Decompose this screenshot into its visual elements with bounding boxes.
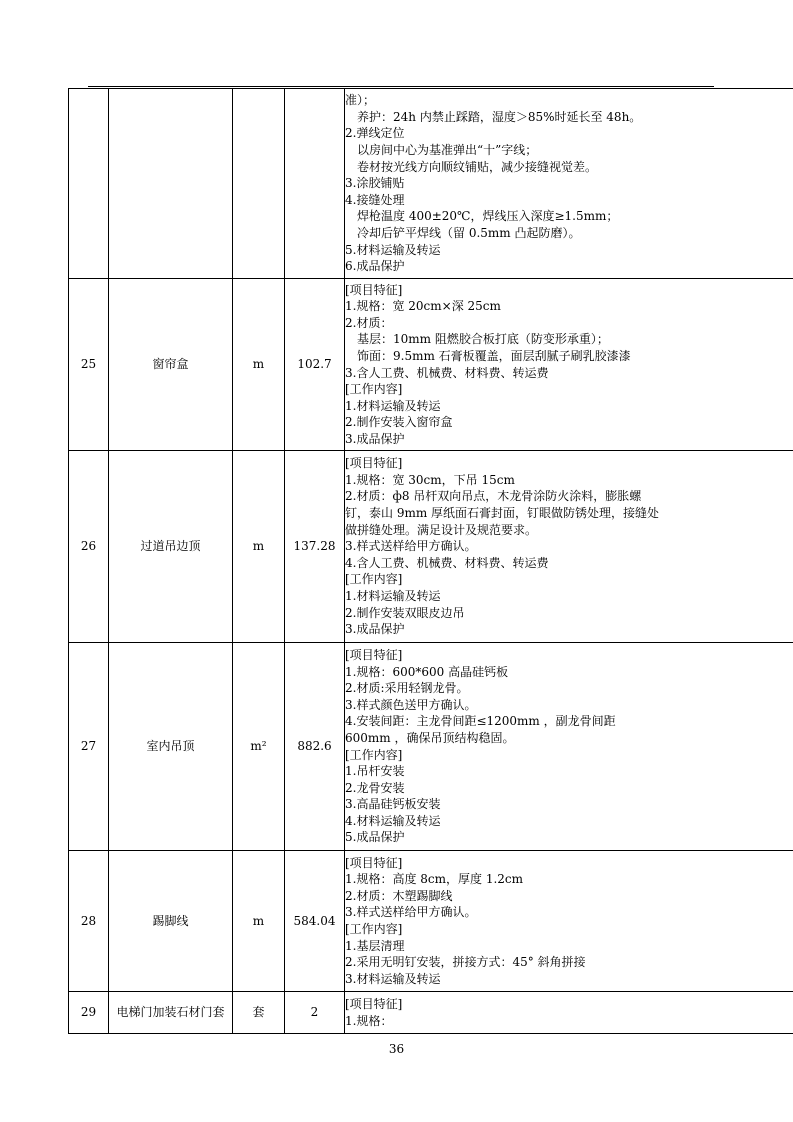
desc-line: 以房间中心为基准弹出“十”字线； [357,143,538,158]
item-description [345,89,793,279]
item-quantity: 882.6 [285,643,345,851]
desc-line: 3.含人工费、机械费、材料费、转运费 [345,365,549,380]
desc-line: 2.材质：木塑踢脚线 [345,888,453,903]
desc-line: 3.涂胶铺贴 [345,176,405,191]
desc-line: 卷材按光线方向顺纹铺贴，减少接缝视觉差。 [357,159,598,174]
item-description [345,643,793,851]
desc-line: 准）； [345,93,376,108]
item-description [345,279,793,451]
item-quantity: 2 [285,992,345,1034]
desc-line: 1.材料运输及转运 [345,398,441,413]
desc-line: 2.弹线定位 [345,126,405,141]
desc-line: 2.材质：ф8 吊杆双向吊点，木龙骨涂防火涂料，膨胀螺钉，泰山 9mm 厚纸面石膏封面，钉眼做防锈处理，接缝处做拼缝处理。满足设计及规范要求。 [345,489,660,537]
desc-line: 1.基层清理 [345,938,405,953]
item-name: 踢脚线 [109,851,233,992]
desc-line: 1.材料运输及转运 [345,588,441,603]
item-description [345,851,793,992]
item-number [69,89,109,279]
desc-line: 焊枪温度 400±20℃，焊线压入深度≥1.5mm； [357,209,619,224]
desc-line: 4.安装间距：主龙骨间距≤1200mm ，副龙骨间距 600mm ，确保吊顶结构稳固。 [345,714,616,745]
desc-line: [项目特征] [345,647,403,662]
header-rule [88,86,714,87]
desc-line: 1.规格：宽 20cm×深 25cm [345,299,501,314]
item-name: 室内吊顶 [109,643,233,851]
item-number: 28 [69,851,109,992]
item-unit: m [233,279,285,451]
item-unit: m [233,451,285,643]
item-number: 26 [69,451,109,643]
desc-line: 1.规格：600*600 高晶硅钙板 [345,664,509,679]
desc-line: 1.规格： [345,1013,393,1028]
desc-line: 3.成品保护 [345,431,405,446]
desc-line: [项目特征] [345,855,403,870]
desc-line: 6.成品保护 [345,259,405,274]
table-row [69,279,793,451]
desc-line: 2.材质： [345,315,393,330]
item-quantity: 102.7 [285,279,345,451]
item-quantity: 584.04 [285,851,345,992]
page-number: 36 [388,1042,405,1056]
desc-line: 冷却后铲平焊线（留 0.5mm 凸起防磨）。 [357,225,581,240]
desc-line: 饰面：9.5mm 石膏板覆盖，面层刮腻子刷乳胶漆漆 [357,348,631,363]
item-number: 29 [69,992,109,1034]
desc-line: 4.含人工费、机械费、材料费、转运费 [345,555,549,570]
desc-line: 4.接缝处理 [345,192,405,207]
desc-line: 5.材料运输及转运 [345,242,441,257]
desc-line: 4.材料运输及转运 [345,813,441,828]
item-name: 窗帘盒 [109,279,233,451]
desc-line: [工作内容] [345,747,403,762]
desc-line: [项目特征] [345,282,403,297]
table-row [69,992,793,1034]
desc-line: [项目特征] [345,456,403,471]
desc-line: 3.样式颜色送甲方确认。 [345,697,477,712]
desc-line: 2.制作安装双眼皮边吊 [345,605,465,620]
desc-line: 2.材质:采用轻钢龙骨。 [345,681,469,696]
desc-line: [工作内容] [345,572,403,587]
item-unit: 套 [233,992,285,1034]
desc-line: 3.样式送样给甲方确认。 [345,905,477,920]
desc-line: 2.制作安装入窗帘盒 [345,415,453,430]
desc-line: 3.高晶硅钙板安装 [345,797,441,812]
desc-line: 基层：10mm 阻燃胶合板打底（防变形承重）； [357,332,609,347]
bill-of-quantities-table [68,88,793,1034]
desc-line: 3.样式送样给甲方确认。 [345,539,477,554]
desc-line: [工作内容] [345,382,403,397]
item-number: 27 [69,643,109,851]
item-quantity: 137.28 [285,451,345,643]
desc-line: 2.龙骨安装 [345,780,405,795]
desc-line: 1.吊杆安装 [345,764,405,779]
desc-line: 养护：24h 内禁止踩踏，湿度＞85%时延长至 48h。 [357,109,642,124]
desc-line: 3.材料运输及转运 [345,971,441,986]
desc-line: [工作内容] [345,922,403,936]
item-name: 电梯门加装石材门套 [109,992,233,1034]
table-row [69,643,793,851]
desc-line: 1.规格：宽 30cm，下吊 15cm [345,472,515,487]
item-quantity [285,89,345,279]
item-name [109,89,233,279]
item-number: 25 [69,279,109,451]
desc-line: 2.采用无明钉安装，拼接方式：45° 斜角拼接 [345,955,586,970]
item-unit: m [233,851,285,992]
item-description [345,992,793,1034]
item-description [345,451,793,643]
table-row [69,89,793,279]
item-unit [233,89,285,279]
table-row [69,451,793,643]
desc-line: 3.成品保护 [345,622,405,637]
desc-line: 5.成品保护 [345,830,405,845]
item-name: 过道吊边顶 [109,451,233,643]
table-row [69,851,793,992]
item-unit: m² [233,643,285,851]
desc-line: [项目特征] [345,996,403,1011]
desc-line: 1.规格：高度 8cm，厚度 1.2cm [345,872,523,887]
